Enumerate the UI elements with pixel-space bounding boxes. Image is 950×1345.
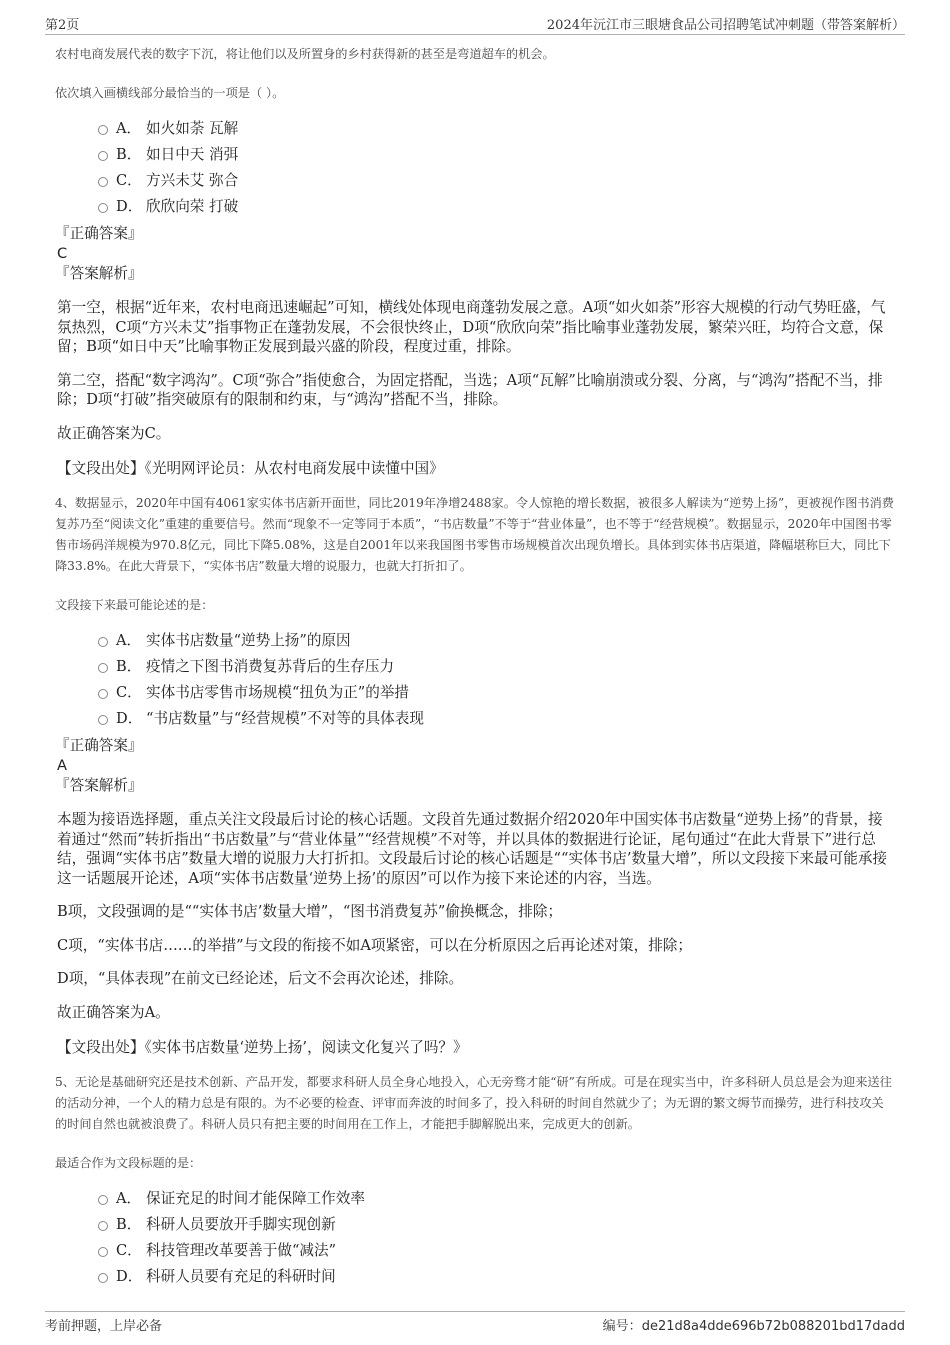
option-letter: D． bbox=[116, 198, 143, 215]
question-prompt: 依次填入画横线部分最恰当的一项是（ ）。 bbox=[55, 86, 285, 100]
radio-icon[interactable] bbox=[98, 637, 108, 647]
analysis-paragraph: 故正确答案为C。 bbox=[57, 424, 171, 442]
analysis-label: 『答案解析』 bbox=[55, 777, 143, 794]
source-citation: 【文段出处】《实体书店数量‘逆势上扬’，阅读文化复兴了吗？》 bbox=[57, 1039, 468, 1056]
correct-answer-label: 『正确答案』 bbox=[55, 225, 143, 242]
option-text: 科研人员要放开手脚实现创新 bbox=[146, 1216, 336, 1233]
radio-icon[interactable] bbox=[98, 1247, 108, 1257]
document-id bbox=[603, 1315, 905, 1334]
option-letter: D． bbox=[116, 1268, 143, 1285]
document-id-value: de21d8a4dde696b72b088201bd17dadd bbox=[641, 1319, 905, 1334]
option-text: 如火如荼 瓦解 bbox=[146, 120, 239, 137]
option-a[interactable] bbox=[98, 1186, 895, 1212]
option-text: 疫情之下图书消费复苏背后的生存压力 bbox=[146, 658, 395, 675]
question-stem: 4、数据显示，2020年中国有4061家实体书店新开面世，同比2019年净增2488家。令人惊艳的增长数据，被很多人解读为“逆势上扬”，更被视作图书消费复苏乃至“阅读文化”重建的重要信号。然而“现象不一定等同于本质”，“书店数量”不等于“营业体量”，也不等于“经营规模”。数据显示，2020年中国图书零售市场码洋规模为970.8亿元，同比下降5.08%，这是自2001年以来我国图书零售市场规模首次出现负增长。具体到实体书店渠道，降幅堪称巨大，同比下降33.8%。在此大背景下，“实体书店”数量大增的说服力，也就大打折扣了。 bbox=[55, 496, 894, 573]
page-number: 第2页 bbox=[45, 18, 80, 33]
option-text: 保证充足的时间才能保障工作效率 bbox=[146, 1190, 365, 1207]
correct-answer-label: 『正确答案』 bbox=[55, 737, 143, 754]
radio-icon[interactable] bbox=[98, 151, 108, 161]
option-c[interactable] bbox=[98, 168, 895, 194]
option-text: 欣欣向荣 打破 bbox=[146, 198, 239, 215]
analysis-paragraph: 故正确答案为A。 bbox=[57, 1003, 170, 1021]
document-title: 2024年沅江市三眼塘食品公司招聘笔试冲刺题（带答案解析） bbox=[546, 18, 905, 33]
option-text: 如日中天 消弭 bbox=[146, 146, 239, 163]
option-d[interactable] bbox=[98, 706, 895, 732]
option-list bbox=[98, 1186, 895, 1290]
source-citation: 【文段出处】《光明网评论员：从农村电商发展中读懂中国》 bbox=[57, 460, 444, 477]
analysis-paragraph: B项，文段强调的是““实体书店’数量大增”，“图书消费复苏”偷换概念，排除； bbox=[57, 903, 563, 920]
option-d[interactable] bbox=[98, 1264, 895, 1290]
option-letter: A． bbox=[116, 120, 142, 137]
option-a[interactable] bbox=[98, 628, 895, 654]
option-list bbox=[98, 116, 895, 220]
option-letter: A． bbox=[116, 632, 142, 649]
option-text: 科研人员要有充足的科研时间 bbox=[146, 1268, 336, 1285]
document-body bbox=[55, 44, 895, 1294]
page-footer bbox=[45, 1311, 905, 1332]
radio-icon[interactable] bbox=[98, 177, 108, 187]
question-5 bbox=[55, 1072, 895, 1290]
option-letter: C． bbox=[116, 172, 142, 189]
question-prompt: 最适合作为文段标题的是： bbox=[55, 1156, 202, 1170]
option-c[interactable] bbox=[98, 1238, 895, 1264]
analysis-paragraph: 第一空，根据“近年来，农村电商迅速崛起”可知，横线处体现电商蓬勃发展之意。A项“如火如荼”形容大规模的行动气势旺盛，气氛热烈，C项“方兴未艾”指事物正在蓬勃发展，不会很快终止，D项“欣欣向荣”指比喻事业蓬勃发展，繁荣兴旺，均符合文意，保留；B项“如日中天”比喻事物正发展到最兴盛的阶段，程度过重，排除。 bbox=[57, 299, 886, 355]
option-letter: B． bbox=[116, 1216, 142, 1233]
option-a[interactable] bbox=[98, 116, 895, 142]
analysis-paragraph: D项，“具体表现”在前文已经论述，后文不会再次论述，排除。 bbox=[57, 970, 464, 987]
correct-answer: C bbox=[57, 245, 68, 262]
page-header bbox=[45, 14, 905, 35]
option-c[interactable] bbox=[98, 680, 895, 706]
question-stem: 5、无论是基础研究还是技术创新、产品开发，都要求科研人员全身心地投入，心无旁骛才能“研”有所成。可是在现实当中，许多科研人员总是会为迎来送往的活动分神，一个人的精力总是有限的。为不必要的检查、评审而奔波的时间多了，投入科研的时间自然就少了；为无谓的繁文缛节而操劳，进行科技攻关的时间自然也就被浪费了。科研人员只有把主要的时间用在工作上，才能把手脚解脱出来，完成更大的创新。 bbox=[55, 1075, 892, 1131]
option-letter: B． bbox=[116, 146, 142, 163]
option-letter: C． bbox=[116, 1242, 142, 1259]
radio-icon[interactable] bbox=[98, 125, 108, 135]
option-letter: A． bbox=[116, 1190, 142, 1207]
option-letter: C． bbox=[116, 684, 142, 701]
option-d[interactable] bbox=[98, 194, 895, 220]
option-text: 科技管理改革要善于做“减法” bbox=[146, 1242, 337, 1259]
analysis-paragraph: 本题为接语选择题，重点关注文段最后讨论的核心话题。文段首先通过数据介绍2020年中国实体书店数量“逆势上扬”的背景，接着通过“然而”转折指出“书店数量”与“营业体量”“经营规模”不对等，并以具体的数据进行论证，尾句通过“在此大背景下”进行总结，强调“实体书店”数量大增的说服力大打折扣。文段最后讨论的核心话题是““实体书店’数量大增”，所以文段接下来最可能承接这一话题展开论述，A项“实体书店数量‘逆势上扬’的原因”可以作为接下来论述的内容，当选。 bbox=[57, 811, 888, 887]
correct-answer: A bbox=[57, 757, 67, 774]
radio-icon[interactable] bbox=[98, 689, 108, 699]
option-text: 实体书店零售市场规模“扭负为正”的举措 bbox=[146, 684, 410, 701]
option-b[interactable] bbox=[98, 654, 895, 680]
option-letter: D． bbox=[116, 710, 143, 727]
radio-icon[interactable] bbox=[98, 715, 108, 725]
radio-icon[interactable] bbox=[98, 1195, 108, 1205]
option-text: 方兴未艾 弥合 bbox=[146, 172, 239, 189]
option-letter: B． bbox=[116, 658, 142, 675]
question-4 bbox=[55, 493, 895, 1058]
question-stem-tail: 农村电商发展代表的数字下沉，将让他们以及所置身的乡村获得新的甚至是弯道超车的机会。 bbox=[55, 47, 555, 61]
option-text: “书店数量”与“经营规模”不对等的具体表现 bbox=[146, 710, 424, 727]
option-text: 实体书店数量“逆势上扬”的原因 bbox=[146, 632, 351, 649]
option-b[interactable] bbox=[98, 142, 895, 168]
question-prompt: 文段接下来最可能论述的是： bbox=[55, 598, 214, 612]
radio-icon[interactable] bbox=[98, 663, 108, 673]
radio-icon[interactable] bbox=[98, 1273, 108, 1283]
document-id-label: 编号： bbox=[602, 1319, 642, 1334]
radio-icon[interactable] bbox=[98, 203, 108, 213]
question-3 bbox=[55, 44, 895, 479]
analysis-paragraph: C项，“实体书店……的举措”与文段的衔接不如A项紧密，可以在分析原因之后再论述对策，排除； bbox=[57, 936, 692, 954]
footer-slogan: 考前押题，上岸必备 bbox=[45, 1319, 163, 1334]
option-list bbox=[98, 628, 895, 732]
radio-icon[interactable] bbox=[98, 1221, 108, 1231]
analysis-label: 『答案解析』 bbox=[55, 265, 143, 282]
analysis-paragraph: 第二空，搭配“数字鸿沟”。C项“弥合”指使愈合，为固定搭配，当选；A项“瓦解”比喻崩溃或分裂、分离，与“鸿沟”搭配不当，排除；D项“打破”指突破原有的限制和约束，与“鸿沟”搭配不当，排除。 bbox=[57, 371, 883, 408]
option-b[interactable] bbox=[98, 1212, 895, 1238]
